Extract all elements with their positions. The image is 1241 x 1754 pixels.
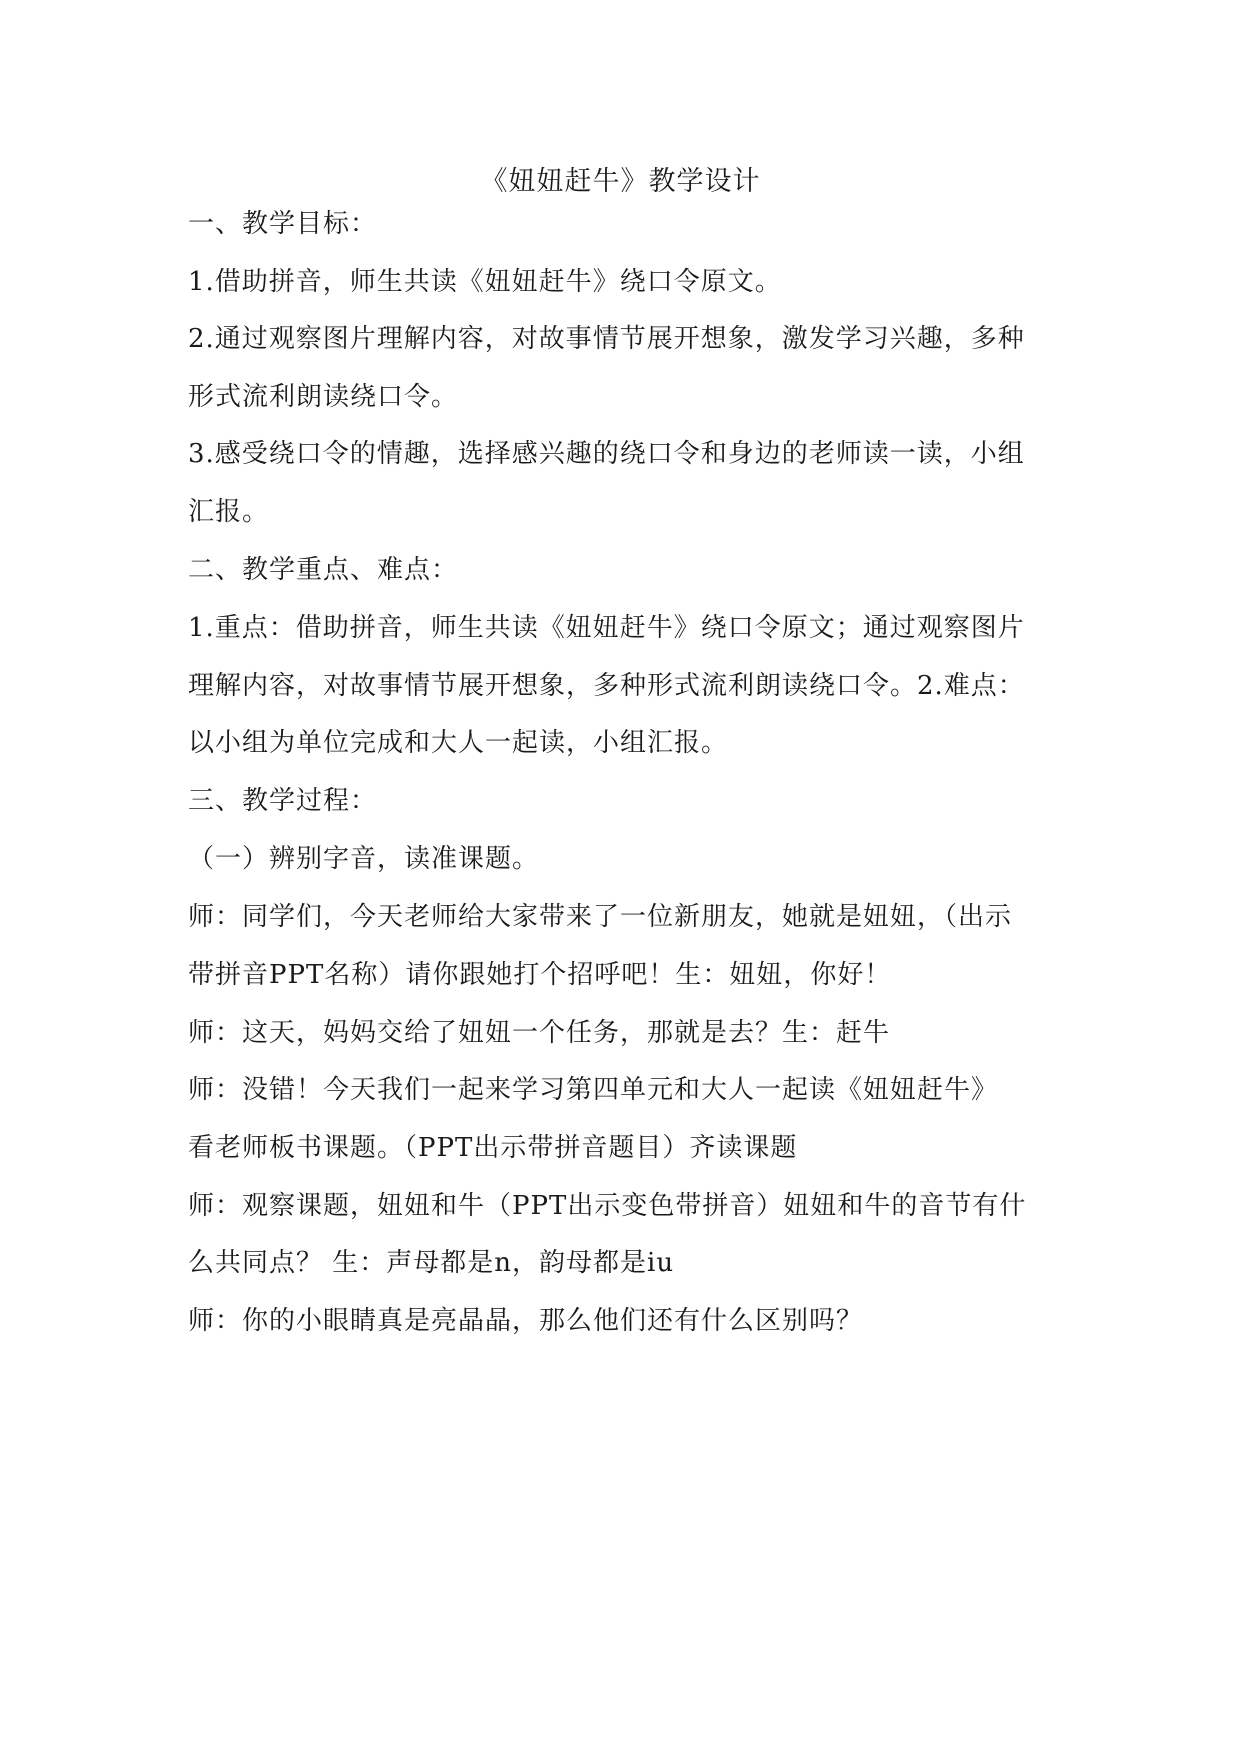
dialogue-line: 带拼音PPT名称）请你跟她打个招呼吧！生：妞妞，你好！ — [188, 960, 892, 990]
dialogue-line: 师：你的小眼睛真是亮晶晶，那么他们还有什么区别吗？ — [188, 1306, 864, 1336]
objective-3-cont: 汇报。 — [188, 497, 270, 527]
process-step-1: （一）辨别字音，读准课题。 — [188, 844, 540, 874]
dialogue-line: 师：没错！今天我们一起来学习第四单元和大人一起读《妞妞赶牛》 — [188, 1075, 999, 1105]
heading-objectives: 一、教学目标： — [188, 209, 378, 239]
key-point-2-cont: 以小组为单位完成和大人一起读，小组汇报。 — [188, 728, 729, 758]
document-title: 《妞妞赶牛》教学设计 — [480, 166, 761, 197]
objective-2-cont: 形式流利朗读绕口令。 — [188, 382, 459, 412]
dialogue-line: 看老师板书课题。（PPT出示带拼音题目）齐读课题 — [188, 1133, 798, 1163]
dialogue-line: 师：同学们，今天老师给大家带来了一位新朋友，她就是妞妞，（出示 — [188, 902, 1013, 932]
objective-1: 1.借助拼音，师生共读《妞妞赶牛》绕口令原文。 — [188, 267, 782, 297]
objective-3: 3.感受绕口令的情趣，选择感兴趣的绕口令和身边的老师读一读，小组 — [188, 439, 1025, 469]
dialogue-line: 师：观察课题，妞妞和牛（PPT出示变色带拼音）妞妞和牛的音节有什 — [188, 1191, 1027, 1221]
key-point-1: 1.重点：借助拼音，师生共读《妞妞赶牛》绕口令原文；通过观察图片 — [188, 613, 1025, 643]
key-point-1-cont: 理解内容，对故事情节展开想象，多种形式流利朗读绕口令。2.难点： — [188, 671, 1025, 701]
dialogue-line: 师：这天，妈妈交给了妞妞一个任务，那就是去？生：赶牛 — [188, 1018, 891, 1048]
dialogue-line: 么共同点？ 生：声母都是n，韵母都是iu — [188, 1248, 675, 1278]
objective-2: 2.通过观察图片理解内容，对故事情节展开想象，激发学习兴趣，多种 — [188, 324, 1025, 354]
heading-process: 三、教学过程： — [188, 786, 378, 816]
heading-key-points: 二、教学重点、难点： — [188, 555, 459, 585]
